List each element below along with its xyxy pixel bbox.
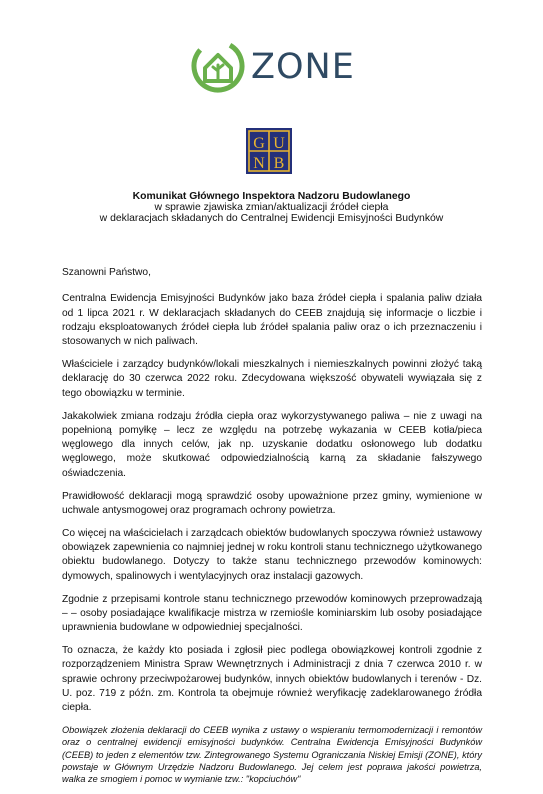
paragraph: Centralna Ewidencja Emisyjności Budynków jako baza źródeł ciepła i spalania paliw działa od 1 lipca 2021 r. W deklaracjach składanych do CEEB znajdują się informacje o liczbie i rodzaju eksploatowanych źródeł ciepła lub źródeł spalania paliw oraz o ich przeznaczeniu i stosowanych w nich paliwach. xyxy=(62,293,482,348)
zone-wordmark: ZONE xyxy=(251,47,355,87)
paragraph: To oznacza, że każdy kto posiada i zgłosił piec podlega obowiązkowej kontroli zgodnie z rozporządzeniem Ministra Spraw Wewnętrznych i Administracji z dnia 7 czerwca 2010 r. w sprawie ochrony przeciwpożarowej budynków, innych obiektów budowlanych i terenów - Dz. U. poz. 719 z późn. zm. Kontrola ta obejmuje również weryfikację zadeklarowanego źródła ciepła. xyxy=(62,645,482,714)
paragraph: Prawidłowość deklaracji mogą sprawdzić osoby upoważnione przez gminy, wymienione w uchwale antysmogowej oraz programach ochrony powietrza. xyxy=(62,490,482,516)
svg-text:U: U xyxy=(273,135,285,152)
heading-subtitle-line-2: w deklaracjach składanych do Centralnej Ewidencji Emisyjności Budynków xyxy=(99,213,444,225)
paragraph: Co więcej na właścicielach i zarządcach obiektów budowlanych spoczywa również ustawowy obowiązek zapewnienia co najmniej jednej w roku kontroli stanu technicznego użytkowanego obiektu budowlanego. Dotyczy to także stanu technicznego przewodów kominowych: dymowych, spalinowych i wentylacyjnych oraz instalacji gazowych. xyxy=(62,527,482,582)
heading-subtitle-line-1: w sprawie zjawiska zmian/aktualizacji źródeł ciepła xyxy=(154,202,389,214)
greeting: Szanowni Państwo, xyxy=(62,267,151,278)
paragraph: Zgodnie z przepisami kontrole stanu technicznego przewodów kominowych przeprowadzają – – osoby posiadające kwalifikacje mistrza w rzemiośle kominiarskim lub osoby posiadające uprawnienia budowlane w odpowiedniej specjalności. xyxy=(62,593,482,634)
paragraph: Właściciele i zarządcy budynków/lokali mieszkalnych i niemieszkalnych powinni złożyć taką deklarację do 30 czerwca 2022 roku. Zdecydowana większość obywateli wywiązała się z tego obowiązku w terminie. xyxy=(62,359,482,399)
zone-logo xyxy=(188,38,358,98)
svg-text:N: N xyxy=(253,155,265,172)
footnote: Obowiązek złożenia deklaracji do CEEB wynika z ustawy o wspieraniu termomodernizacji i remontów oraz o centralnej ewidencji emisyjności budynków. Centralna Ewidencja Emisyjności Budynków (CEEB) to jeden z elementów tzw. Zintegrowanego Systemu Ograniczania Niskiej Emisji (ZONE), który powstaje w Głównym Urzędzie Nadzoru Budowlanego. Jej celem jest poprawa jakości powietrza, walka ze smogiem i pomoc w wymianie tzw.: "kopciuchów" xyxy=(62,725,482,784)
paragraph: Jakakolwiek zmiana rodzaju źródła ciepła oraz wykorzystywanego paliwa – nie z uwagi na popełnioną pomyłkę – lecz ze względu na potrzebę wykazania w CEEB kotła/pieca węglowego dla innych celów, jak np. uzyskanie dodatku osłonowego lub dodatku węglowego, może skutkować odpowiedzialnością karną za składanie fałszywego oświadczenia. xyxy=(62,410,482,479)
gunb-seal xyxy=(246,128,292,174)
svg-text:G: G xyxy=(253,135,265,152)
svg-text:B: B xyxy=(273,155,285,172)
document-body xyxy=(62,266,482,794)
house-tree-icon xyxy=(190,38,246,94)
document-heading xyxy=(62,191,481,225)
heading-title: Komunikat Głównego Inspektora Nadzoru Budowlanego xyxy=(132,191,411,202)
